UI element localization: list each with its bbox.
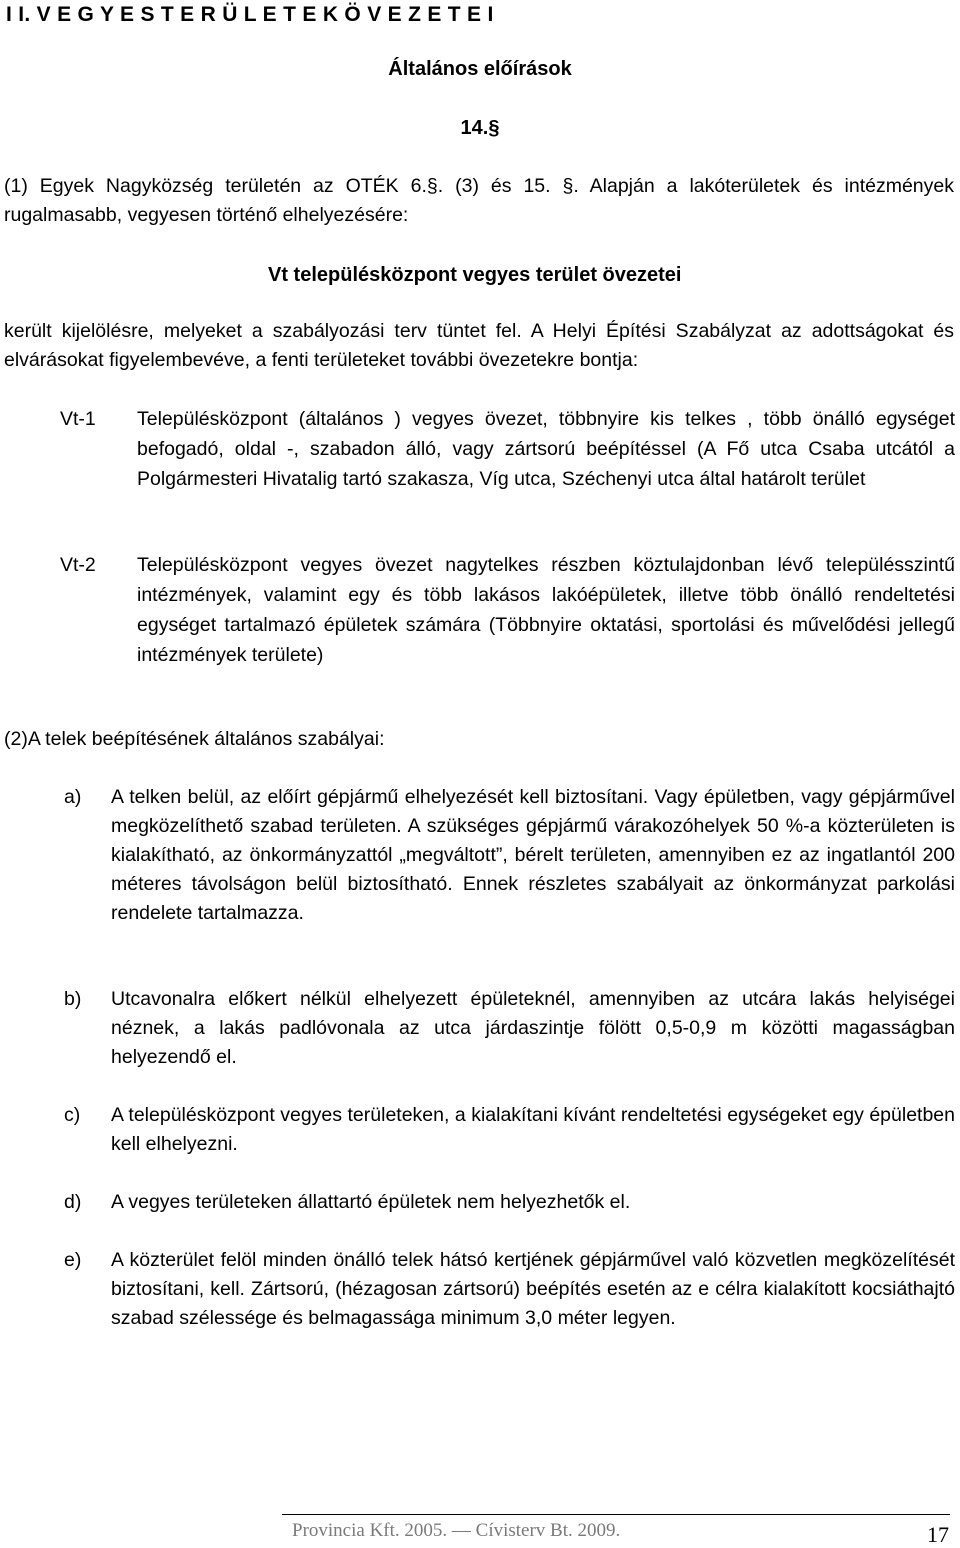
rule-label: a) xyxy=(64,786,82,808)
zone-description: Településközpont vegyes övezet nagytelkes részben köztulajdonban lévő településszintű intézmények, valamint egy és több lakásos lakóépületek, illetve több önálló rendeltetési egységet tartalmazó épületek számára (Többnyire oktatási, sportolási és művelődési jellegű intézmények területe) xyxy=(137,554,955,666)
zone-code: Vt-2 xyxy=(60,554,96,576)
rule-text: A településközpont vegyes területeken, a kialakítani kívánt rendeltetési egységeket egy épületben kell elhelyezni. xyxy=(111,1104,955,1155)
chapter-heading: I I. V E G Y E S T E R Ü L E T E K Ö V E Z E T E I xyxy=(6,3,494,26)
rule-label: e) xyxy=(64,1249,82,1271)
zone-code: Vt-1 xyxy=(60,408,96,430)
rule-label: c) xyxy=(64,1104,81,1126)
subheading: Általános előírások xyxy=(388,58,572,80)
rule-item xyxy=(64,1188,955,1217)
rule-item xyxy=(64,1101,955,1159)
paragraph-1: (1) Egyek Nagyközség területén az OTÉK 6.§. (3) és 15. §. Alapján a lakóterületek és intézmények rugalmasabb, vegyesen történő elhelyezésére: xyxy=(4,175,954,226)
paragraph-3: (2)A telek beépítésének általános szabályai: xyxy=(4,728,385,750)
footer-divider xyxy=(282,1514,950,1515)
zone-item xyxy=(60,404,955,494)
rule-item xyxy=(64,783,955,928)
page-number: 17 xyxy=(927,1522,949,1547)
rule-label: b) xyxy=(64,988,82,1010)
rule-text: A telken belül, az előírt gépjármű elhelyezését kell biztosítani. Vagy épületben, vagy gépjárművel megközelíthető szabad területen. A szükséges gépjármű várakozóhelyek 50 %-a közterületen is kialakítható, az önkormányzattól „megváltott”, bérelt területen, amennyiben ez az ingatlantól 200 méteres távolságon belül biztosítható. Ennek részletes szabályait az önkormányzat parkolási rendelete tartalmazza. xyxy=(111,786,955,924)
zone-description: Településközpont (általános ) vegyes övezet, többnyire kis telkes , több önálló egységet befogadó, oldal -, szabadon álló, vagy zártsorú beépítéssel (A Fő utca Csaba utcától a Polgármesteri Hivatalig tartó szakasza, Víg utca, Széchenyi utca által határolt terület xyxy=(137,408,955,490)
zone-item xyxy=(60,550,955,670)
footer-text: Provincia Kft. 2005. — Cívisterv Bt. 2009. xyxy=(292,1520,621,1541)
rule-text: Utcavonalra előkert nélkül elhelyezett épületeknél, amennyiben az utcára lakás helyiségei néznek, a lakás padlóvonala az utca járdaszintje fölött 0,5-0,9 m közötti magasságban helyezendő el. xyxy=(111,988,955,1068)
paragraph-2: került kijelölésre, melyeket a szabályozási terv tüntet fel. A Helyi Építési Szabályzat az adottságokat és elvárásokat figyelembevéve, a fenti területeket további övezetekre bontja: xyxy=(4,320,954,371)
zone-title: Vt településközpont vegyes terület övezetei xyxy=(268,264,682,286)
rule-item xyxy=(64,1246,955,1333)
rule-text: A vegyes területeken állattartó épületek nem helyezhetők el. xyxy=(111,1191,631,1213)
rule-item xyxy=(64,985,955,1072)
rule-label: d) xyxy=(64,1191,82,1213)
section-number: 14.§ xyxy=(460,117,500,139)
rule-text: A közterület felöl minden önálló telek hátsó kertjének gépjárművel való közvetlen megközelítését biztosítani, kell. Zártsorú, (hézagosan zártsorú) beépítés esetén az e célra kialakított kocsiáthajtó szabad szélessége és belmagassága minimum 3,0 méter legyen. xyxy=(111,1249,955,1329)
